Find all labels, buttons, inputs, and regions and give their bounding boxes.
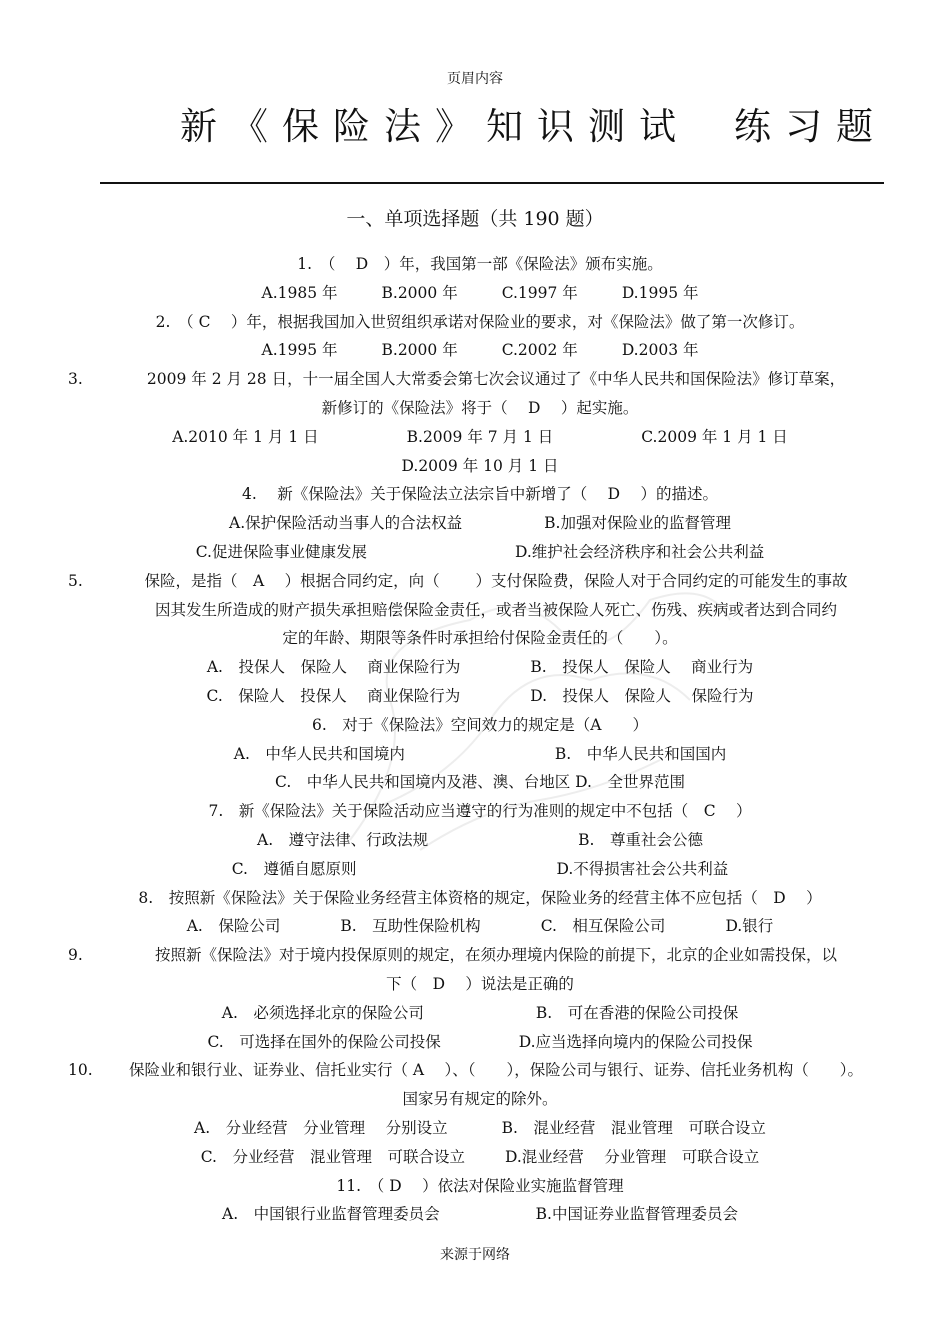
option: A. 遵守法律、行政法规	[257, 830, 429, 849]
question-5-options	[68, 682, 892, 711]
question-5	[68, 567, 892, 596]
option: B.加强对保险业的监督管理	[544, 514, 731, 533]
question-1: 1. （ D ）年，我国第一部《保险法》颁布实施。	[297, 255, 663, 273]
question-5-options	[68, 653, 892, 682]
option: D.不得损害社会公共利益	[556, 859, 729, 878]
option: B. 投保人 保险人 商业行为	[530, 658, 754, 677]
section-heading: 一、单项选择题（共 190 题）	[346, 208, 604, 230]
question-8-options	[68, 912, 892, 941]
page-footer: 来源于网络	[440, 1247, 510, 1263]
option: C.1997 年	[501, 283, 578, 302]
question-10-options	[68, 1143, 892, 1172]
option: D.应当选择向境内的保险公司投保	[518, 1032, 753, 1051]
option: B.中国证券业监督管理委员会	[535, 1205, 738, 1224]
option: B. 互助性保险机构	[340, 917, 481, 936]
option: D.1995 年	[621, 283, 699, 302]
option: B.2000 年	[381, 283, 458, 302]
option: C. 中华人民共和国境内及港、澳、台地区 D. 全世界范围	[275, 773, 685, 792]
document-title	[180, 96, 887, 150]
option: A.1985 年	[261, 283, 338, 302]
title-divider	[100, 182, 884, 184]
question-9	[68, 941, 892, 970]
question-7-options	[68, 826, 892, 855]
question-7: 7. 新《保险法》关于保险活动应当遵守的行为准则的规定中不包括（ C ）	[208, 802, 752, 821]
question-4-options	[68, 538, 892, 567]
page-header: 页眉内容	[447, 71, 503, 87]
question-number: 9.	[68, 946, 83, 965]
question-number: 5.	[68, 571, 83, 590]
option: B. 中华人民共和国国内	[554, 744, 727, 763]
question-5-cont: 定的年龄、期限等条件时承担给付保险金责任的（ ）。	[282, 629, 678, 648]
question-6: 6. 对于《保险法》空间效力的规定是（A ）	[312, 715, 648, 734]
question-6-options	[68, 740, 892, 769]
option: D.2009 年 10 月 1 日	[401, 456, 559, 475]
question-9-options	[68, 999, 892, 1028]
option: C. 相互保险公司	[540, 917, 666, 936]
question-10	[68, 1056, 892, 1085]
question-9-options	[68, 1028, 892, 1057]
question-3-cont: 新修订的《保险法》将于（ D ）起实施。	[321, 398, 639, 417]
question-11: 11. （ D ）依法对保险业实施监督管理	[336, 1176, 624, 1195]
question-7-options	[68, 855, 892, 884]
question-2-options	[68, 336, 892, 365]
option: D. 投保人 保险人 保险行为	[530, 686, 754, 705]
option: A.2010 年 1 月 1 日	[172, 427, 319, 446]
question-text: 保险，是指（ A ）根据合同约定，向（ ）支付保险费，保险人对于合同约定的可能发生的事故	[144, 571, 848, 590]
question-text: 按照新《保险法》对于境内投保原则的规定，在须办理境内保险的前提下，北京的企业如需投保，以	[154, 946, 837, 965]
option: D.混业经营 分业管理 可联合设立	[505, 1147, 760, 1166]
title-main: 新《保险法》知识测试	[180, 105, 690, 148]
question-10-options	[68, 1114, 892, 1143]
question-10-cont: 国家另有规定的除外。	[402, 1090, 558, 1109]
option: D.2003 年	[621, 341, 699, 360]
option: C. 分业经营 混业管理 可联合设立	[200, 1147, 465, 1166]
question-4-options	[68, 509, 892, 538]
question-4: 4. 新《保险法》关于保险法立法宗旨中新增了（ D ）的描述。	[242, 485, 718, 504]
option: C.2002 年	[501, 341, 578, 360]
question-5-cont: 因其发生所造成的财产损失承担赔偿保险金责任，或者当被保险人死亡、伤残、疾病或者达到合同约	[154, 600, 837, 619]
option: A.保护保险活动当事人的合法权益	[229, 514, 463, 533]
option: C.促进保险事业健康发展	[195, 542, 367, 561]
option: C. 保险人 投保人 商业保险行为	[206, 686, 461, 705]
title-suffix: 练习题	[734, 105, 887, 148]
option: B.2009 年 7 月 1 日	[406, 427, 554, 446]
option: D.维护社会经济秩序和社会公共利益	[514, 542, 765, 561]
option: C.2009 年 1 月 1 日	[641, 427, 788, 446]
question-text: 2009 年 2 月 28 日，十一届全国人大常委会第七次会议通过了《中华人民共和国保险法》修订草案，	[146, 370, 846, 389]
question-2: 2. （ C ）年，根据我国加入世贸组织承诺对保险业的要求，对《保险法》做了第一次修订。	[155, 312, 805, 331]
option: A. 中国银行业监督管理委员会	[222, 1205, 440, 1224]
option: A. 分业经营 分业管理 分别设立	[194, 1118, 448, 1137]
question-8: 8. 按照新《保险法》关于保险业务经营主体资格的规定，保险业务的经营主体不应包括（ D ）	[138, 888, 822, 907]
question-3	[68, 365, 892, 394]
option: C. 可选择在国外的保险公司投保	[207, 1032, 441, 1051]
option: B. 可在香港的保险公司投保	[535, 1003, 739, 1022]
option: B. 尊重社会公德	[578, 830, 703, 849]
question-3-options	[68, 423, 892, 452]
option: A.1995 年	[261, 341, 338, 360]
option: C. 遵循自愿原则	[231, 859, 357, 878]
option: B. 混业经营 混业管理 可联合设立	[501, 1118, 766, 1137]
question-11-options	[68, 1200, 892, 1229]
question-text: 保险业和银行业、证券业、信托业实行（ A ）、（ ），保险公司与银行、证券、信托业务机构（ ）。	[128, 1061, 864, 1080]
question-1-options	[68, 279, 892, 308]
option: A. 必须选择北京的保险公司	[221, 1003, 424, 1022]
option: A. 投保人 保险人 商业保险行为	[206, 658, 461, 677]
option: A. 中华人民共和国境内	[233, 744, 405, 763]
option: A. 保险公司	[186, 917, 281, 936]
question-list	[68, 250, 892, 1229]
question-number: 10.	[68, 1061, 93, 1080]
question-number: 3.	[68, 370, 83, 389]
option: D.银行	[725, 917, 774, 936]
question-9-cont: 下（ D ）说法是正确的	[386, 974, 574, 993]
option: B.2000 年	[381, 341, 458, 360]
